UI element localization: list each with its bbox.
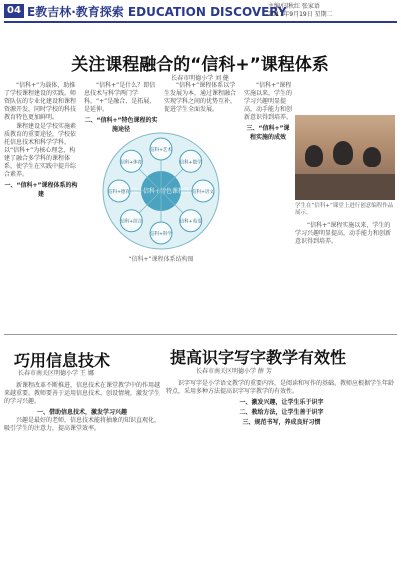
diagram-node-label: 信科+英语 [179,219,202,225]
article2-title: 巧用信息技术 [14,351,111,370]
subheading: 三、规范书写，养成良好习惯 [242,419,321,426]
article3-column [166,380,397,566]
article-column-5 [295,222,395,332]
paragraph: “信科+”是什么？即信息技术与科学两门学科。“+”是融合、是拓展、是延伸。 [84,82,156,113]
article2-column [4,382,160,566]
article-title: 关注课程融合的“信科+”课程体系 [71,55,329,75]
article2-byline: 长春市南关区明德小学 王 娜 [18,370,94,377]
photo-student [363,147,381,167]
article-column-3 [164,82,238,124]
paragraph: 兴趣是最好的老师，信息技术能将抽象的知识直观化，吸引学生的注意力，提高课堂效率。 [4,417,161,432]
paragraph: “信科+”课程体系以学生发展为本，通过课程融合实现学科之间的优势互补，促进学生全面发展。 [164,82,237,113]
subheading: 二、教给方法，让学生善于识字 [239,409,324,416]
diagram-node-label: 信科+艺术 [150,148,172,153]
photo-student [305,145,323,167]
subheading: 一、借助信息技术，激发学习兴趣 [36,409,127,416]
article3-byline: 长春市南关区明德小学 薛 芳 [196,368,272,375]
paragraph: “信科+”课程实施以来，学生的学习兴趣明显提高，动手能力和创新意识得到培养。 [295,222,392,245]
curriculum-structure-diagram [83,125,239,265]
photo-student [333,141,353,165]
editor-line: 主编/闫秋红 张家语 [268,3,320,10]
photo-desk [295,174,395,200]
editor-date-info [268,3,333,19]
newspaper-section-title: E教吉林·教育探索 EDUCATION DISCOVERY [27,5,287,19]
diagram-node-label: 信科+体育 [120,160,143,166]
subheading: 三、“信科+”课程实施的成效 [246,125,290,141]
diagram-node-label: 信科+数学 [179,160,202,166]
diagram-node-label: 信科+德育 [108,190,130,195]
subheading: 一、激发兴趣，让学生乐于识字 [239,399,324,406]
diagram-caption: “信科+”课程体系结构图 [128,256,194,263]
photo-caption: 学生在“信科+”课堂上进行创意编程作品展示。 [295,203,394,216]
diagram-node-label: 信科+综合 [120,219,143,225]
paragraph: 识字写字是小学语文教学的重要内容，是阅读和写作的基础。教师应根据学生年龄特点，采用多种方法提高识字写字教学的有效性。 [166,380,395,395]
article-column-2 [84,82,158,133]
article-byline: 长春市明德小学 刘 健 [171,75,229,82]
article-column-1 [4,82,78,332]
section-divider [4,334,397,335]
page-header [0,0,401,22]
paragraph: “信科+”为载体，助推了学校课程建设的实践。师资队伍的专业化建设和课程资源开发，同时学校的科技教育特色更加鲜明。 [4,82,77,121]
date-line: 2017年9月19日 星期二 [268,11,333,18]
subheading: 一、“信科+”课程体系的构建 [4,182,78,198]
paragraph: “信科+”课程实施以来，学生的学习兴趣明显提高，动手能力和创新意识得到培养。 [244,82,293,121]
article3-title: 提高识字写字教学有效性 [170,348,347,367]
subheading: 二、“信科+”特色课程的实施途径 [84,117,158,133]
header-rule [4,21,397,23]
classroom-photo [295,115,395,200]
diagram-node-label: 信科+语文 [192,190,214,195]
paragraph: 新课程改革不断推进，信息技术在课堂教学中的作用越来越重要。教师要善于运用信息技术，创设情境，激发学生的学习兴趣。 [4,382,161,405]
diagram-node-label: 信科+科学 [150,232,172,237]
article-column-4 [244,82,292,332]
paragraph: 课程建设是学校实施素质教育的重要途径，学校依托信息技术和科学学科，以“信科+”为核心理念，构建了融合多学科的课程体系，使学生在实践中提升综合素养。 [4,123,77,178]
page-number: 04 [4,4,24,18]
